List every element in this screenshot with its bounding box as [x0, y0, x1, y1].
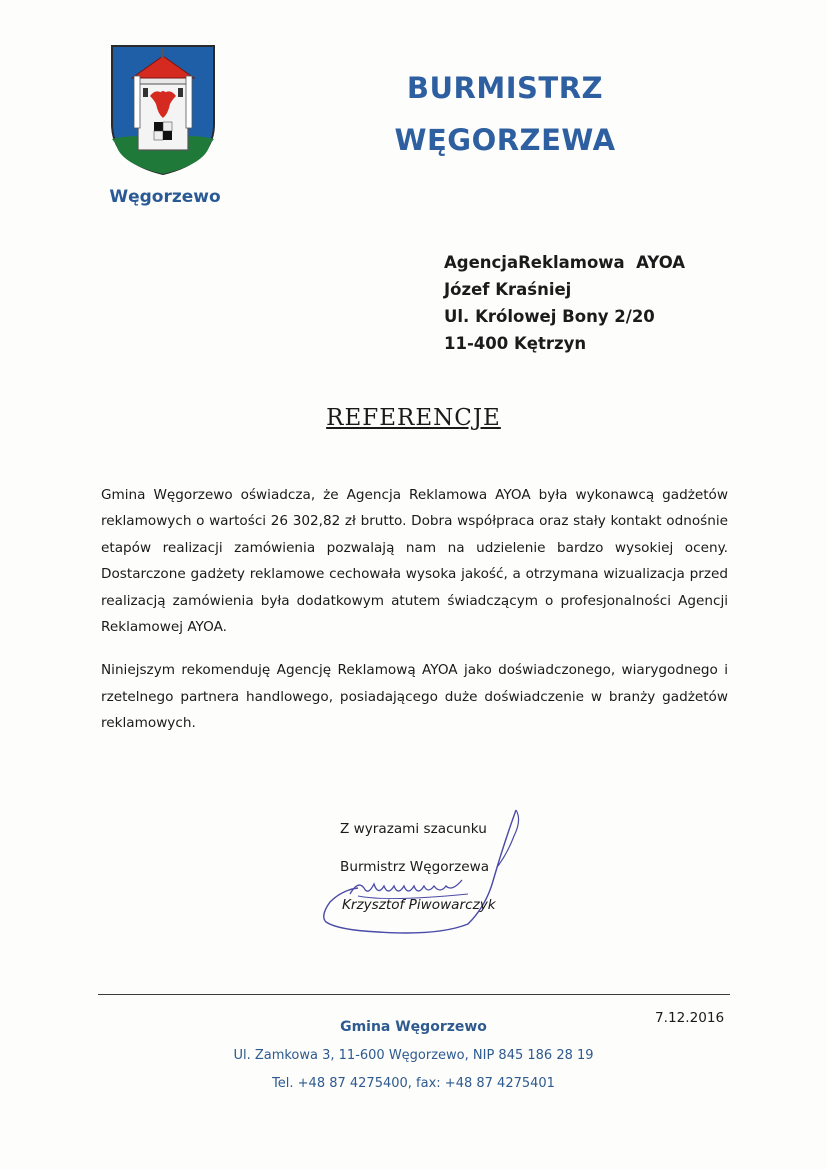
footer-address: Ul. Zamkowa 3, 11-600 Węgorzewo, NIP 845 186 28 19 — [233, 1048, 594, 1063]
letter-body — [101, 482, 728, 737]
footer-divider — [98, 994, 730, 995]
title-line-1: BURMISTRZ — [406, 71, 604, 105]
footer-contact: Tel. +48 87 4275400, fax: +48 87 4275401 — [272, 1076, 555, 1091]
recipient-line-4: 11-400 Kętrzyn — [444, 334, 587, 353]
crest-caption: Węgorzewo — [109, 187, 221, 207]
closing-greeting: Z wyrazami szacunku — [340, 821, 487, 837]
recipient-address — [444, 249, 685, 357]
recipient-line-3: Ul. Królowej Bony 2/20 — [444, 307, 655, 326]
signer-position: Burmistrz Węgorzewa — [340, 859, 490, 875]
signer-name: Krzysztof Piwowarczyk — [342, 897, 496, 913]
document-title: REFERENCJE — [326, 405, 501, 431]
recipient-line-1: AgencjaReklamowa AYOA — [444, 253, 686, 272]
coat-of-arms-icon — [110, 44, 216, 176]
letter-date: 7.12.2016 — [655, 1010, 725, 1026]
body-paragraph-2: Niniejszym rekomenduję Agencję Reklamową AYOA jako doświadczonego, wiarygodnego i rzetelnego partnera handlowego, posiadającego duże doświadczenie w branży gadżetów reklamowych. — [101, 662, 728, 732]
title-line-2: WĘGORZEWA — [394, 123, 616, 157]
recipient-line-2: Józef Kraśniej — [444, 280, 572, 299]
footer — [0, 1017, 827, 1094]
letterhead-title — [360, 62, 650, 166]
footer-organization: Gmina Węgorzewo — [340, 1019, 487, 1035]
body-paragraph-1: Gmina Węgorzewo oświadcza, że Agencja Reklamowa AYOA była wykonawcą gadżetów reklamowych o wartości 26 302,82 zł brutto. Dobra współpraca oraz stały kontakt odnośnie etapów realizacji zamówienia pozwalają nam na udzielenie bardzo wysokiej oceny. Dostarczone gadżety reklamowe cechowała wysoka jakość, a otrzymana wizualizacja przed realizacją zamówienia była dodatkowym atutem świadczącym o profesjonalności Agencji Reklamowej AYOA. — [101, 487, 728, 636]
closing-block — [340, 810, 496, 924]
